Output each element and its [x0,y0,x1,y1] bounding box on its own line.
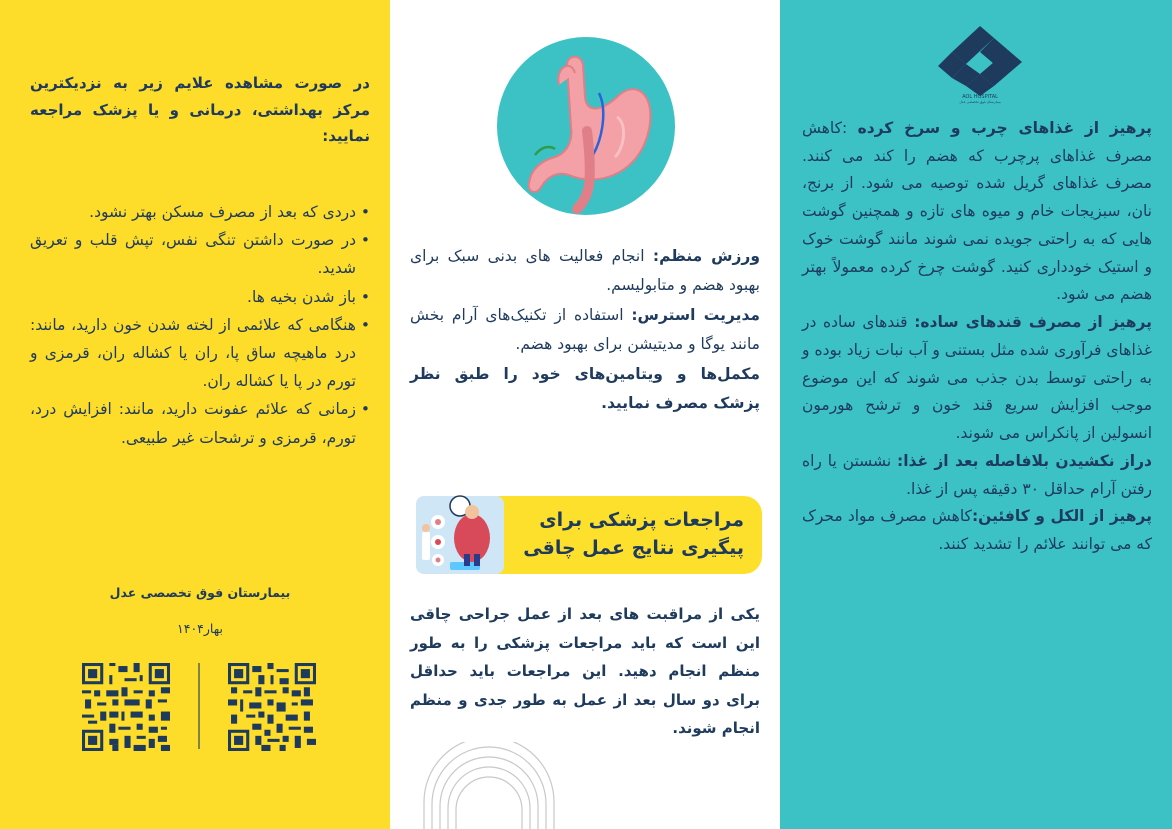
exercise-title: ورزش منظم: [652,247,760,265]
fatty-food-tip [802,115,1152,309]
stomach-illustration [497,37,675,215]
stress-title: مدیریت استرس: [631,305,761,324]
left-panel [0,0,390,829]
qr-divider [198,663,200,749]
exercise-tip [410,242,760,301]
doctor-scale-icon [412,492,508,578]
arch-decoration [414,742,564,829]
diet-tips [802,115,1152,559]
fatty-food-title: پرهیز از غذاهای چرب و سرخ کرده [857,119,1153,137]
sugar-title: پرهیز از مصرف قندهای ساده: [914,313,1153,332]
supplements-text: مکمل‌ها و ویتامین‌های خود را طبق نظر پزشک مصرف نمایید. [410,364,760,413]
symptom-list [30,198,370,452]
alcohol-tip [802,503,1152,558]
right-panel [780,0,1172,829]
logo-text: AOL HOSPITAL [962,94,998,100]
qr-code-icon[interactable] [82,663,170,751]
symptom-item: • زمانی که علائم عفونت دارید، مانند: افزایش درد، تورم، قرمزی و ترشحات غیر طبیعی. [30,395,370,451]
followup-banner [416,496,762,574]
logo-subtext: بیمارستان فوق تخصصی عدل [959,100,1001,104]
hospital-logo [932,24,1028,104]
alcohol-title: پرهیز از الکل و کافئین: [971,507,1152,526]
lying-down-text: نشستن یا راه رفتن آرام حداقل ۳۰ دقیقه پس از غذا. [802,451,1152,498]
symptom-item: • دردی که بعد از مصرف مسکن بهتر نشود. [30,198,370,226]
banner-title: مراجعات پزشکی برای پیگیری نتایج عمل چاقی [523,509,744,559]
warning-intro: در صورت مشاهده علایم زیر به نزدیکترین مرکز بهداشتی، درمانی و یا پزشک مراجعه نمایید: [30,74,370,146]
stress-text: استفاده از تکنیک‌های آرام بخش مانند یوگا و مدیتیشن برای بهبود هضم. [410,305,760,354]
lying-down-title: دراز نکشیدن بلافاصله بعد از غذا: [897,451,1152,470]
symptom-item: • هنگامی که علائمی از لخته شدن خون دارید، مانند: درد ماهیچه ساق پا، ران یا کشاله ران، قرمزی و تورم در پا یا کشاله ران. [30,311,370,396]
fatty-food-text: :کاهش مصرف غذاهای پرچرب که هضم را کند می کنند. مصرف غذاهای گریل شده توصیه می شود. از برنج، نان، سبزیجات خام و میوه های تازه و همچنین گوشت هایی که به راحتی جویده نمی شوند مانند گوشت خوک و استیک خودداری کنید. گوشت چرخ کرده معمولاً بهتر هضم می شود. [802,119,1152,304]
stomach-icon [497,37,675,215]
sugar-tip [802,309,1152,448]
exercise-text: انجام فعالیت های بدنی سبک برای بهبود هضم و متابولیسم. [410,247,760,295]
symptom-item: • باز شدن بخیه ها. [30,283,370,311]
qr-code-icon[interactable] [228,663,316,751]
season-date: بهار۱۴۰۴ [177,621,223,636]
supplements-tip [410,360,760,419]
followup-text: یکی از مراقبت های بعد از عمل جراحی چاقی این است که باید مراجعات پزشکی را به طور منظم انجام دهید. این مراجعات باید حداقل برای دو سال بعد از عمل به طور جدی و منظم انجام شوند. [410,605,760,737]
lifestyle-tips [410,242,760,419]
alcohol-text: کاهش مصرف مواد محرک که می توانند علائم را تشدید کنند. [802,507,1152,554]
sugar-text: قندهای ساده در غذاهای فرآوری شده مثل بستنی و آب نبات زیاد بوده و به راحتی توسط بدن جذب می شوند که این موضوع موجب افزایش سریع قند خون و ترشح هورمون انسولین از پانکراس می شوند. [802,313,1152,443]
lying-down-tip [802,448,1152,503]
symptom-item: • در صورت داشتن تنگی نفس، تپش قلب و تعریق شدید. [30,226,370,282]
hospital-name: بیمارستان فوق تخصصی عدل [109,585,291,600]
middle-panel [390,0,780,829]
stress-tip [410,301,760,360]
